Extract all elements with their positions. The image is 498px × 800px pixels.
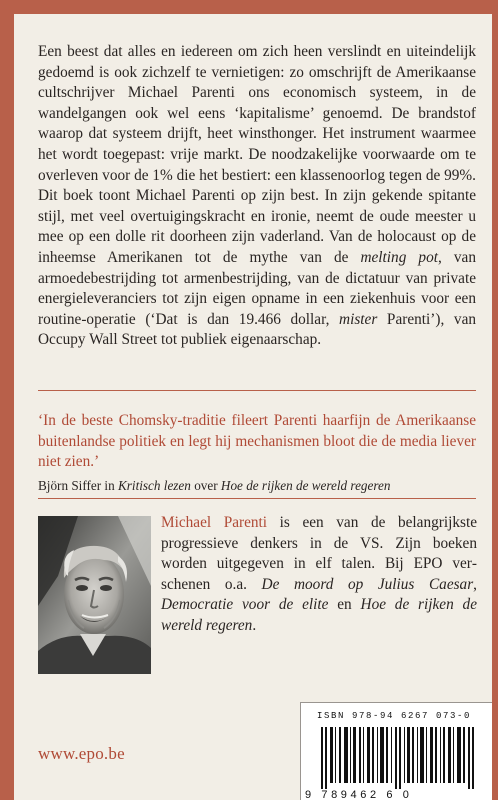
author-name: Michael Parenti	[161, 514, 268, 531]
bio-book-title: Hoe de rijken de wereld regeren	[161, 596, 477, 634]
bio-text: ,	[473, 575, 477, 593]
ean-digits: 9 789462 6 0	[305, 789, 413, 800]
blurb-text: Parenti’), van Occupy Wall Street tot publiek eigenaarschap.	[38, 310, 477, 349]
bio-text: is een van de belangrijkste progressieve denkers in de VS. Zijn boeken worden uitgegeven in elf talen. Bij EPO verschenen o.a.	[161, 514, 477, 593]
back-cover	[14, 14, 492, 800]
bio-text: .	[252, 616, 257, 634]
attribution-book: Hoe de rijken de wereld regeren	[220, 478, 391, 493]
divider-bottom	[38, 498, 476, 499]
divider-top	[38, 390, 476, 391]
publisher-website[interactable]: www.epo.be	[38, 744, 125, 763]
barcode	[300, 702, 492, 800]
author-bio	[161, 513, 477, 637]
bio-book-title: De moord op Julius Caesar	[261, 575, 474, 593]
attribution-source: Kritisch lezen	[117, 478, 191, 493]
attribution-author: Björn Siffer in	[38, 478, 118, 493]
author-photo	[38, 516, 151, 674]
blurb-italic-term: mister	[339, 310, 378, 328]
author-portrait-image	[38, 516, 151, 674]
isbn-label: ISBN 978-94 6267 073-0	[317, 711, 472, 721]
review-quote: ‘In de beste Chomsky-traditie fileert Parenti haarfijn de Amerikaanse buitenlandse politiek en legt hij mechanismen bloot die de media liever niet zien.’	[38, 412, 476, 471]
bio-text: en	[328, 596, 361, 614]
bio-book-title: Democratie voor de elite	[161, 596, 329, 614]
quote-attribution	[38, 477, 478, 495]
blurb-italic-term: melting pot	[360, 248, 438, 266]
blurb-text: Een beest dat alles en iedereen om zich heen verslindt en uiteindelijk gedoemd is ook zichzelf te vernietigen: zo omschrijft de Amerikaanse cultschrijver Michael Parenti ons economisch systeem, in de wandelgangen ook wel eens ‘kapitalisme’ genoemd. De brandstof waarop dat systeem drijft, heet winsthonger. Het instrument waarmee het wordt toegepast: vrije markt. De noodzakelijke voorwaarde om te overleven voor de 1% die het bestiert: een klassenoorlog tegen de 99%. Dit boek toont Michael Parenti op zijn best. In zijn gekende spitante stijl, met veel overtuigingskracht en ironie, neemt de oude meester u mee op een dolle rit doorheen zijn vaderland. Van de holocaust op de inheemse Amerikanen tot de mythe van de	[38, 43, 476, 266]
barcode-bars	[315, 727, 492, 789]
book-blurb	[38, 42, 476, 351]
blurb-text: , van armoedebestrijding tot armenbestrijding, van de dictatuur van private energieleveranciers tot zijn eigen opname in een ziekenhuis voor een routine-operatie (‘Dat is dan 19.466 dollar,	[38, 248, 476, 328]
attribution-text: over	[190, 478, 221, 493]
